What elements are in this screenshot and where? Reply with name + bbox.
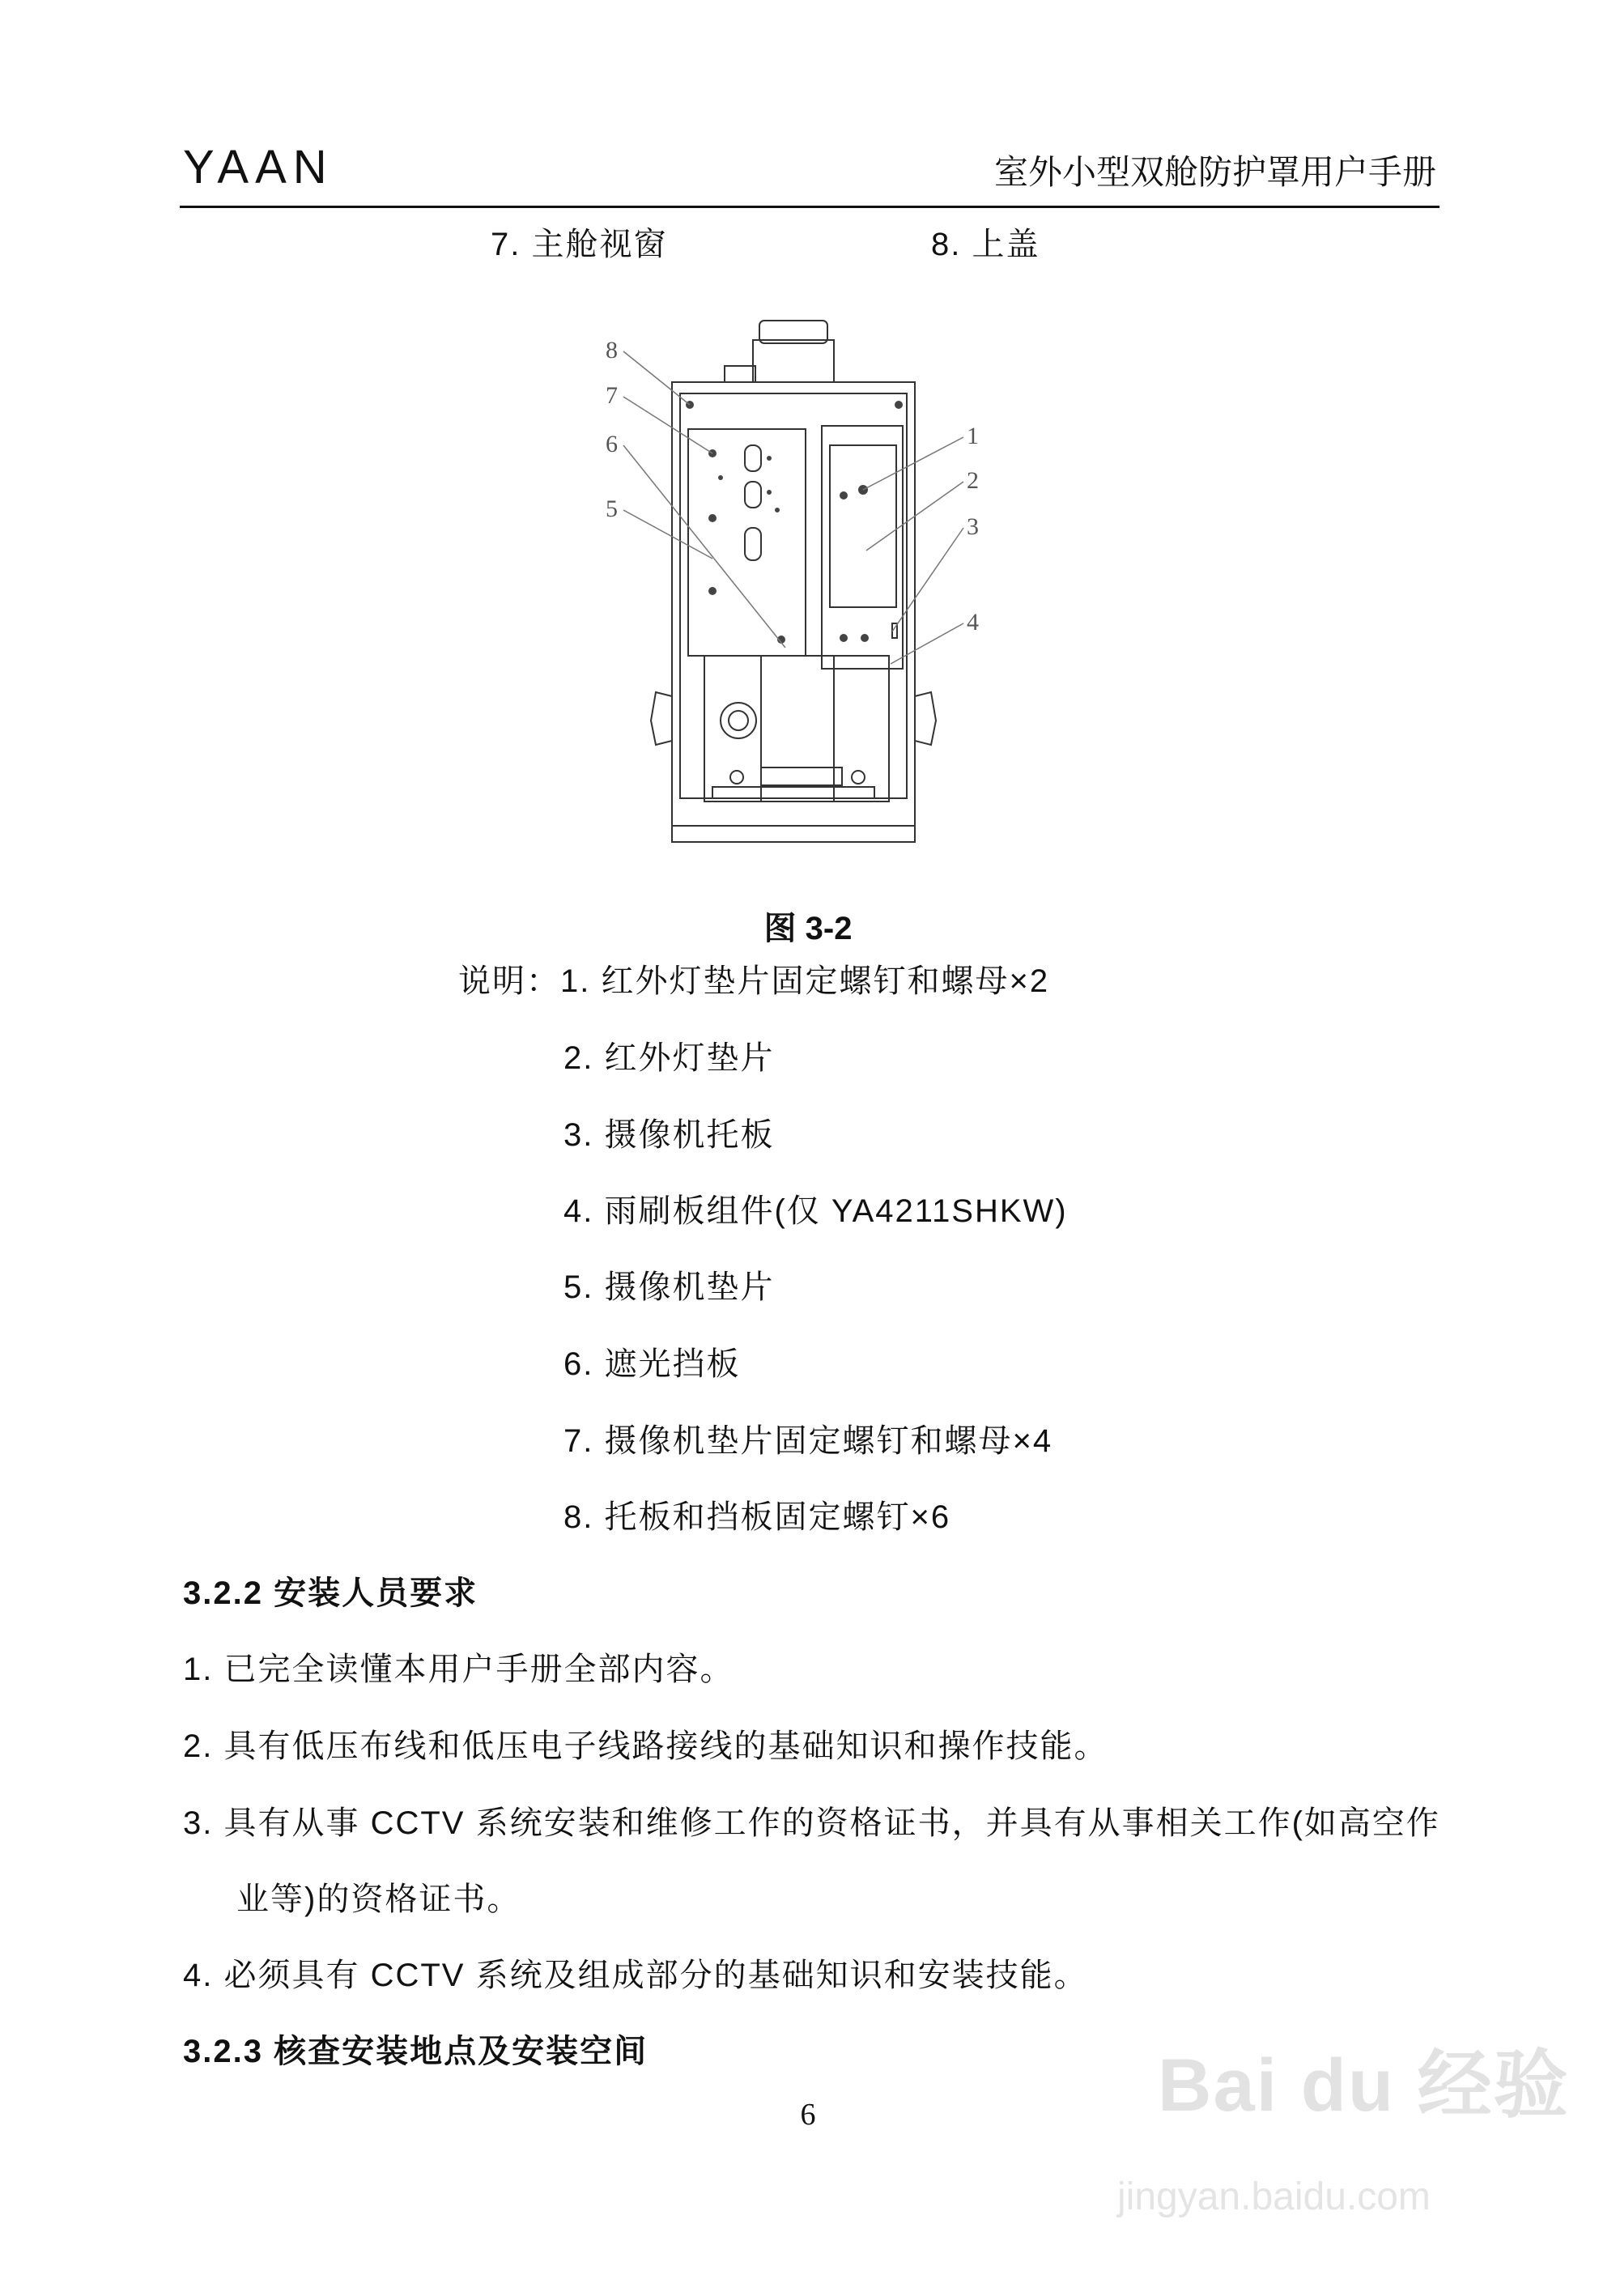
camera-pad-plate [688, 429, 806, 656]
callout-4: 4 [967, 609, 979, 636]
header-divider [180, 206, 1440, 208]
callout-8: 8 [606, 337, 618, 364]
left-latch [651, 692, 672, 745]
figure-caption: 图 3-2 [763, 911, 853, 946]
legend-item-7: 7. 摄像机垫片固定螺钉和螺母×4 [563, 1423, 1053, 1459]
watermark-logo: Bai du 经验 [1158, 2044, 1570, 2127]
section-heading-3-2-2: 3.2.2 安装人员要求 [183, 1575, 478, 1611]
callout-6: 6 [606, 431, 618, 457]
handle-body [753, 340, 834, 382]
requirement-item-4: 4. 必须具有 CCTV 系统及组成部分的基础知识和安装技能。 [183, 1958, 1088, 1993]
ir-pad-plate [822, 426, 903, 669]
legend-item-1: 说明：1. 红外灯垫片固定螺钉和螺母×2 [458, 963, 1050, 999]
legend-item-2: 2. 红外灯垫片 [563, 1040, 775, 1076]
requirement-item-3: 3. 具有从事 CCTV 系统安装和维修工作的资格证书，并具有从事相关工作(如高空作 [183, 1805, 1440, 1841]
legend-item-3: 3. 摄像机托板 [563, 1117, 775, 1153]
callout-3: 3 [967, 513, 979, 540]
brand-logo-text: YAAN [183, 141, 334, 193]
legend-item-6: 6. 遮光挡板 [563, 1346, 741, 1382]
part-item-8: 8. 上盖 [931, 227, 1040, 262]
part-item-7: 7. 主舱视窗 [491, 227, 668, 262]
page-number: 6 [800, 2098, 816, 2132]
section-heading-3-2-3: 3.2.3 核查安装地点及安装空间 [183, 2034, 649, 2069]
requirement-item-3-continued: 业等)的资格证书。 [236, 1881, 521, 1917]
requirement-item-1: 1. 已完全读懂本用户手册全部内容。 [183, 1652, 734, 1687]
requirement-item-2: 2. 具有低压布线和低压电子线路接线的基础知识和操作技能。 [183, 1728, 1108, 1764]
callout-1: 1 [967, 423, 979, 449]
legend-item-4: 4. 雨刷板组件(仅 YA4211SHKW) [563, 1193, 1068, 1229]
right-latch [915, 692, 936, 745]
watermark-url: jingyan.baidu.com [1117, 2175, 1431, 2218]
legend-item-5: 5. 摄像机垫片 [563, 1269, 775, 1305]
document-title: 室外小型双舱防护罩用户手册 [993, 153, 1436, 191]
callout-7: 7 [606, 382, 618, 409]
housing-technical-drawing [591, 316, 996, 866]
legend-item-8: 8. 托板和挡板固定螺钉×6 [563, 1499, 951, 1535]
callout-5: 5 [606, 495, 618, 522]
callout-2: 2 [967, 467, 979, 494]
